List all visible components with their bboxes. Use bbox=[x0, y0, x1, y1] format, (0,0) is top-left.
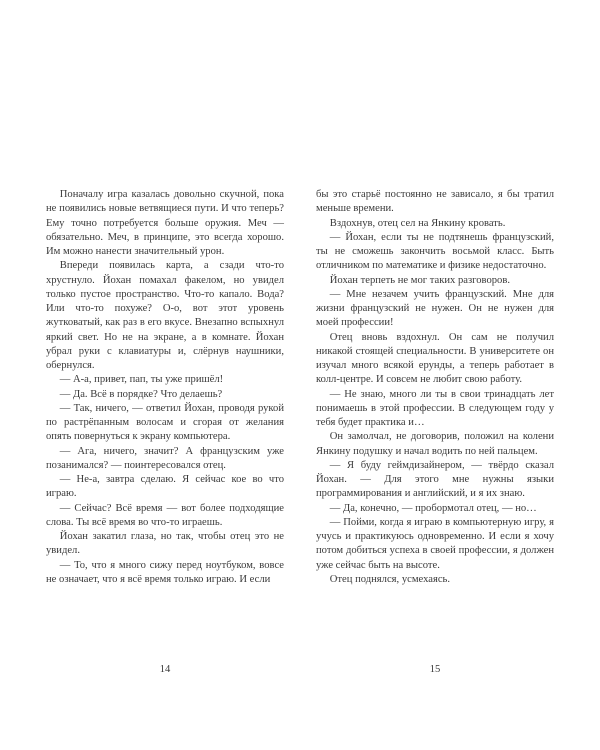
paragraph: — Пойми, когда я играю в компьютерную игру, я учусь и практикуюсь одновременно. И если я хочу потом добиться успеха в своей профессии, я должен уже сейчас быть на высоте. bbox=[316, 516, 554, 571]
right-page-number: 15 bbox=[429, 664, 441, 675]
paragraph: Он замолчал, не договорив, положил на колени Янкину подушку и начал водить по ней пальцем. bbox=[316, 431, 554, 457]
paragraph: — Ага, ничего, значит? А французским уже позанимался? — поинтересовался отец. bbox=[46, 445, 284, 471]
paragraph: — А-а, привет, пап, ты уже пришёл! bbox=[59, 374, 224, 386]
paragraph: Поначалу игра казалась довольно скучной, пока не появились новые ветвящиеся пути. И что теперь? Ему точно потребуется больше оружия. Меч — обязательно. Меч, в принципе, это всегда хорошо. Им можно нанести значительный урон. bbox=[46, 189, 284, 257]
paragraph: — Мне незачем учить французский. Мне для жизни французский не нужен. Он не нужен для моей профессии! bbox=[316, 288, 554, 329]
paragraph: — Да, конечно, — пробормотал отец, — но… bbox=[329, 502, 537, 514]
right-page bbox=[316, 188, 554, 587]
paragraph: — Не-а, завтра сделаю. Я сейчас кое во что играю. bbox=[46, 474, 284, 500]
paragraph: — То, что я много сижу перед ноутбуком, вовсе не означает, что я всё время только играю. И если bbox=[46, 559, 284, 585]
paragraph: Впереди появилась карта, а сзади что-то хрустнуло. Йохан помахал факелом, но увидел только пустое пространство. Что-то капало. Вода? Или что-то похуже? О-о, вот этот уровень жутковатый, как раз в его вкусе. Внезапно вспыхнул яркий свет. Но не на экране, а в комнате. Йохан убрал руки с клавиатуры и, слёрнув наушники, обернулся. bbox=[46, 260, 284, 371]
paragraph: — Да. Всё в порядке? Что делаешь? bbox=[59, 388, 223, 400]
paragraph: — Я буду геймдизайнером, — твёрдо сказал Йохан. — Для этого мне нужны языки программирования и английский, и я их знаю. bbox=[316, 459, 554, 500]
paragraph: Отец поднялся, усмехаясь. bbox=[329, 573, 450, 585]
paragraph: — Йохан, если ты не подтянешь французский, ты не сможешь закончить восьмой класс. Быть отличником по математике и физике недостаточно. bbox=[316, 231, 554, 272]
paragraph: Йохан терпеть не мог таких разговоров. bbox=[329, 274, 511, 286]
left-page-number: 14 bbox=[159, 664, 171, 675]
paragraph-continuation: бы это старьё постоянно не зависало, я бы тратил меньше времени. bbox=[316, 189, 554, 215]
left-page bbox=[46, 188, 284, 587]
paragraph: — Сейчас? Всё время — вот более подходящие слова. Ты всё время во что-то играешь. bbox=[46, 502, 284, 528]
paragraph: Вздохнув, отец сел на Янкину кровать. bbox=[329, 217, 506, 229]
paragraph: Йохан закатил глаза, но так, чтобы отец это не увидел. bbox=[46, 531, 284, 557]
paragraph: Отец вновь вздохнул. Он сам не получил никакой стоящей специальности. В университете он изучал много всякой ерунды, а теперь работает в колл-центре. И совсем не любит свою работу. bbox=[316, 331, 554, 386]
paragraph: — Не знаю, много ли ты в свои тринадцать лет понимаешь в этой профессии. В следующем году у тебя будет практика и… bbox=[316, 388, 554, 428]
paragraph: — Так, ничего, — ответил Йохан, проводя рукой по растрёпанным волосам и сгорая от желания опять повернуться к экрану компьютера. bbox=[46, 402, 284, 443]
